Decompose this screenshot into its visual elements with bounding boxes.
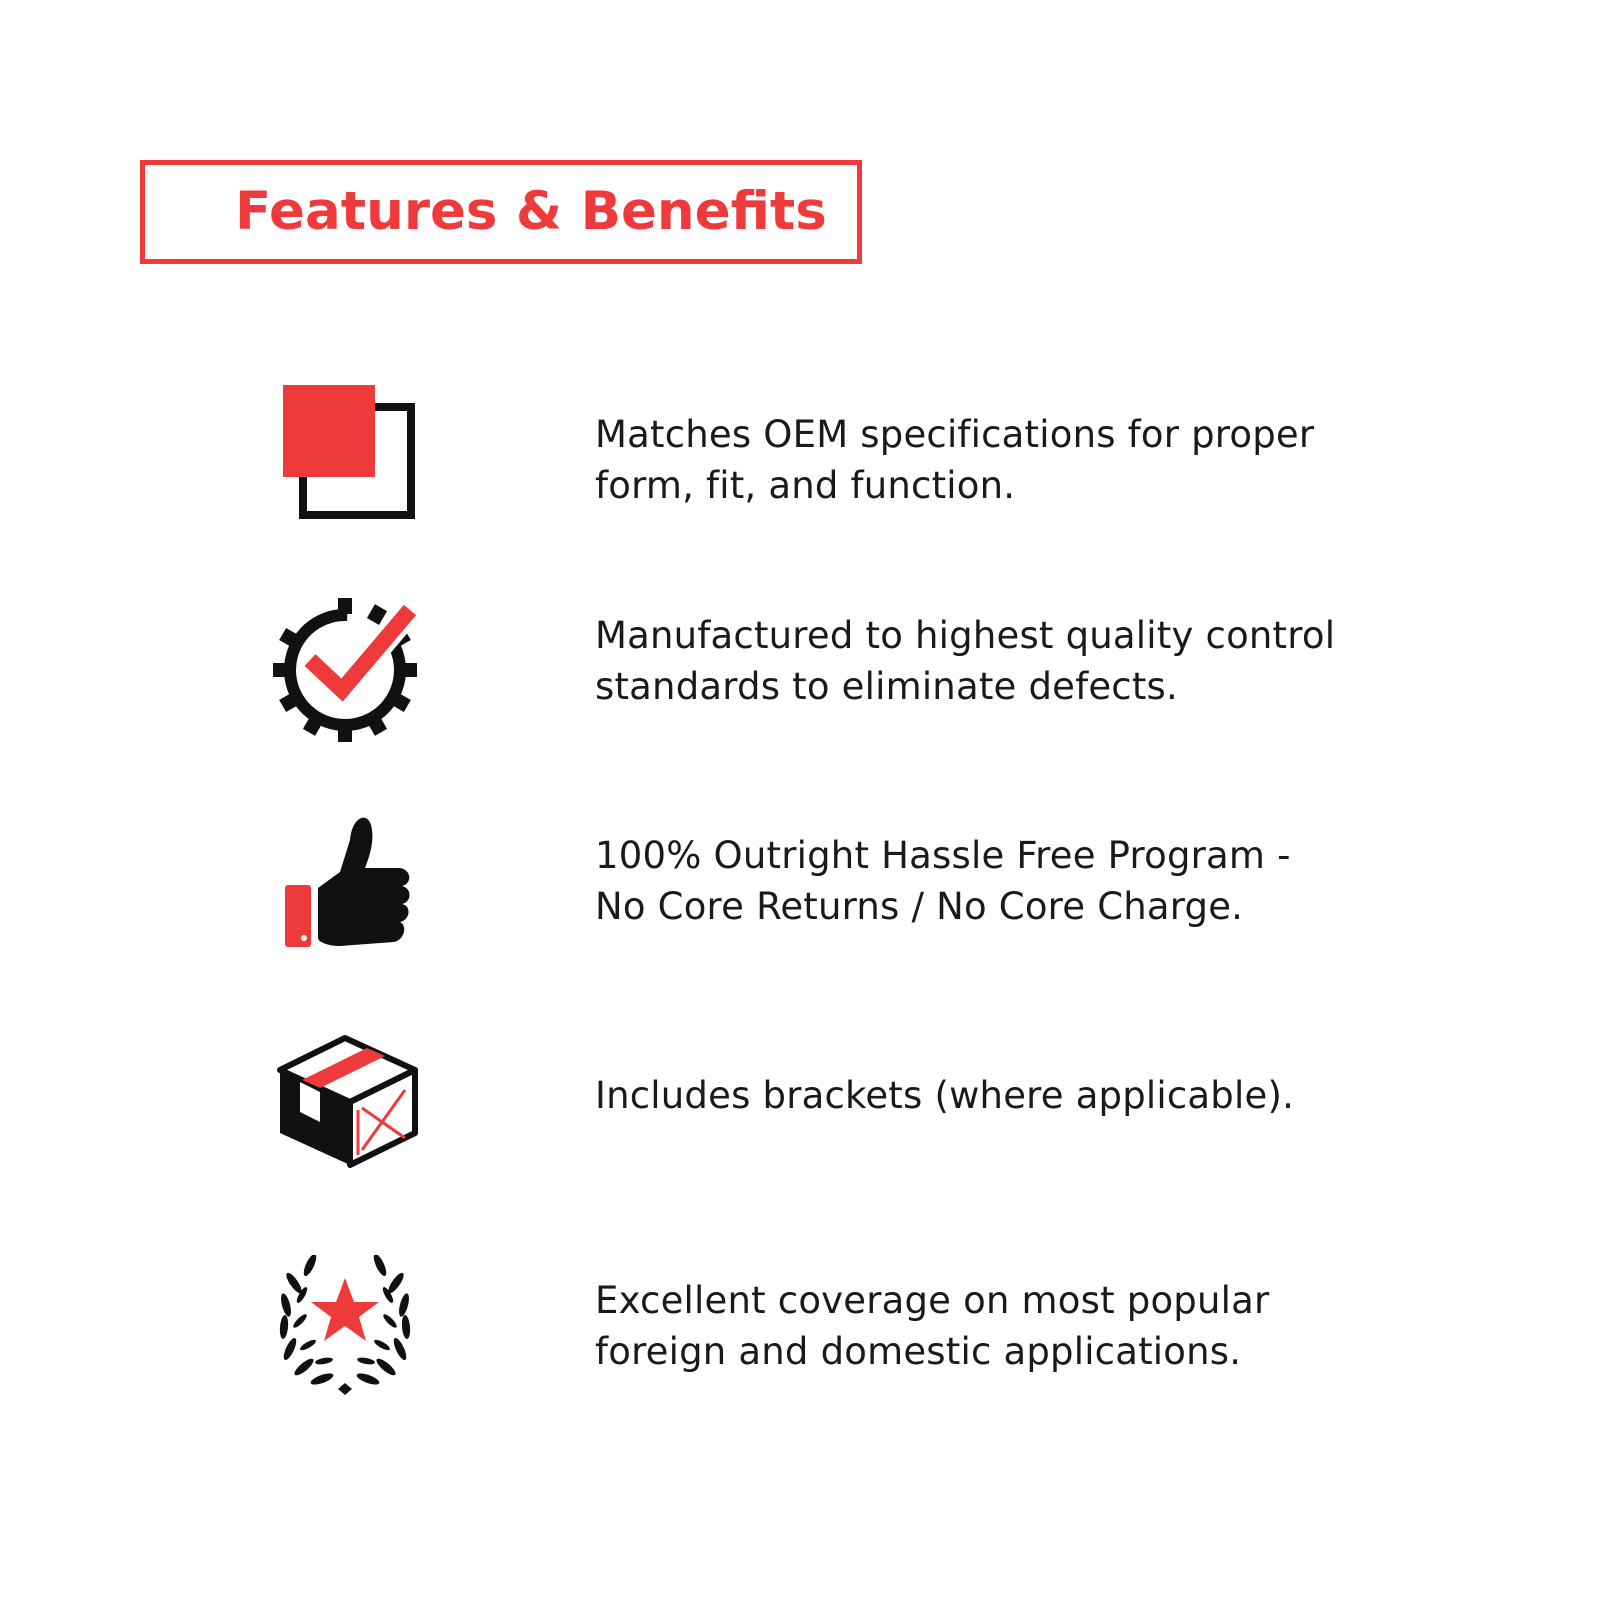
features-title-box (140, 160, 862, 264)
thumbs-up-icon (270, 810, 440, 970)
feature-text (595, 830, 1575, 932)
feature-text (595, 409, 1575, 511)
overlapping-squares-icon (270, 385, 440, 545)
box-icon (270, 1030, 440, 1190)
feature-text-line: Manufactured to highest quality control (595, 614, 1336, 657)
laurel-star-icon (270, 1255, 440, 1415)
page-title: Features & Benefits (235, 181, 827, 242)
feature-text-line: Matches OEM specifications for proper (595, 413, 1315, 456)
feature-text (595, 1275, 1575, 1377)
feature-text-line: No Core Returns / No Core Charge. (595, 885, 1244, 928)
feature-text (595, 610, 1575, 712)
feature-text-line: 100% Outright Hassle Free Program - (595, 834, 1291, 877)
feature-text (595, 1070, 1575, 1121)
feature-text-line: standards to eliminate defects. (595, 665, 1178, 708)
feature-text-line: foreign and domestic applications. (595, 1330, 1242, 1373)
feature-text-line: form, fit, and function. (595, 464, 1016, 507)
feature-text-line: Includes brackets (where applicable). (595, 1074, 1295, 1117)
gear-checkmark-icon (270, 590, 440, 750)
feature-text-line: Excellent coverage on most popular (595, 1279, 1270, 1322)
